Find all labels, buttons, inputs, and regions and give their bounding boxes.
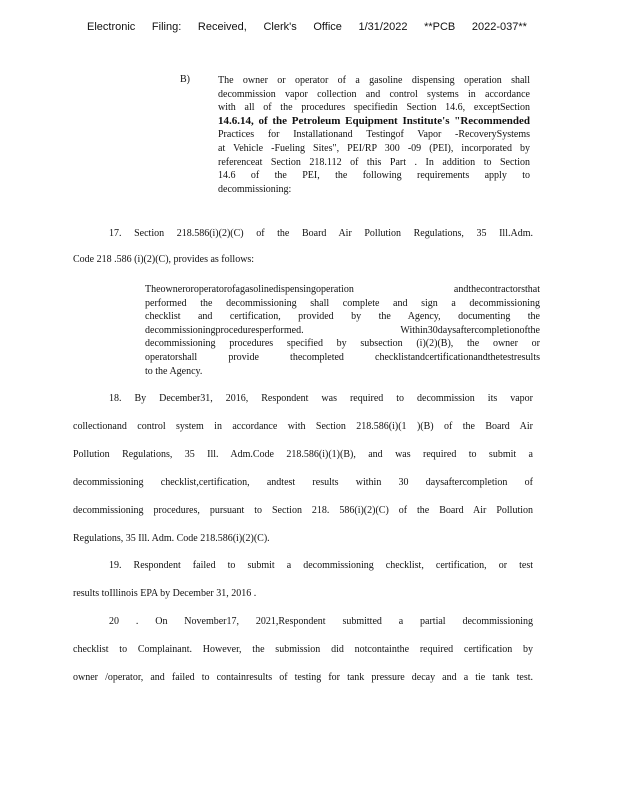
text-line: owner /operator, and failed to containresults of testing for tank pressure decay and a tie tank test. [73,672,533,683]
text-line: decommissioning procedures, pursuant to Section 218. 586(i)(2)(C) of the Board Air Pollution [73,505,533,516]
header-part: 1/31/2022 [358,21,408,33]
text-line: The owner or operator of a gasoline dispensing operation shall [218,75,530,86]
text-line: at Vehicle -Fueling Sites", PEI/RP 300 -09 (PEI), incorporated by [218,142,530,154]
text-line: decommission vapor collection and control systems in accordance [218,88,530,100]
text-line: 20 . On November17, 2021,Respondent submitted a partial decommissioning [109,616,533,627]
header-part: Clerk's [263,21,297,33]
text-line: results toIllinois EPA by December 31, 2016 . [73,588,257,599]
text-line: referenceat Section 218.112 of this Part . In addition to Section [218,156,530,168]
header-part: Electronic [87,21,136,33]
text-line: decommissioningproceduresperformed. Within30daysaftercompletionofthe [145,324,540,336]
header-part: 2022-037** [471,21,527,33]
text-line: decommissioning checklist,certification, andtest results within 30 daysaftercompletion of [73,477,533,488]
filing-stamp-header [87,21,527,33]
text-line: Regulations, 35 Ill. Adm. Code 218.586(i)(2)(C). [73,533,270,544]
text-line: with all of the procedures specifiedin Section 14.6, exceptSection [218,102,530,114]
text-line: Practices for Installationand Testingof Vapor -RecoverySystems [218,129,530,141]
text-line: operatorshall provide thecompleted checklistandcertificationandthetestresults [145,351,540,363]
header-part: Filing: [151,21,182,33]
header-part: **PCB [424,21,456,33]
text-line: Theowneroroperatorofagasolinedispensingoperation andthecontractorsthat [145,284,540,295]
text-line: collectionand control system in accordance with Section 218.586(i)(1 )(B) of the Board Air [73,421,533,432]
text-line: decommissioning: [218,183,292,195]
text-line: 14.6 of the PEI, the following requirements apply to [218,170,530,182]
text-line: checklist and certification, provided by the Agency, documenting the [145,311,540,323]
header-part: Received, [197,21,247,33]
text-line: performed the decommissioning shall complete and sign a decommissioning [145,297,540,309]
text-line: 19. Respondent failed to submit a decommissioning checklist, certification, or test [109,560,533,571]
text-line: checklist to Complainant. However, the submission did notcontainthe required certification by [73,644,533,655]
text-line: Pollution Regulations, 35 Ill. Adm.Code 218.586(i)(1)(B), and was required to submit a [73,449,533,460]
text-line: 17. Section 218.586(i)(2)(C) of the Board Air Pollution Regulations, 35 Ill.Adm. [109,228,533,239]
text-line: 14.6.14, of the Petroleum Equipment Institute's "Recommended [218,114,530,127]
section-b-label: B) [180,74,190,85]
text-line: Code 218 .586 (i)(2)(C), provides as follows: [73,254,255,265]
header-part: Office [313,21,342,33]
text-line: 18. By December31, 2016, Respondent was required to decommission its vapor [109,393,533,404]
block-quote [145,283,540,378]
text-line: to the Agency. [145,365,203,377]
section-b-text [218,74,530,196]
text-line: decommissioning procedures specified by subsection (i)(2)(B), the owner or [145,338,540,350]
